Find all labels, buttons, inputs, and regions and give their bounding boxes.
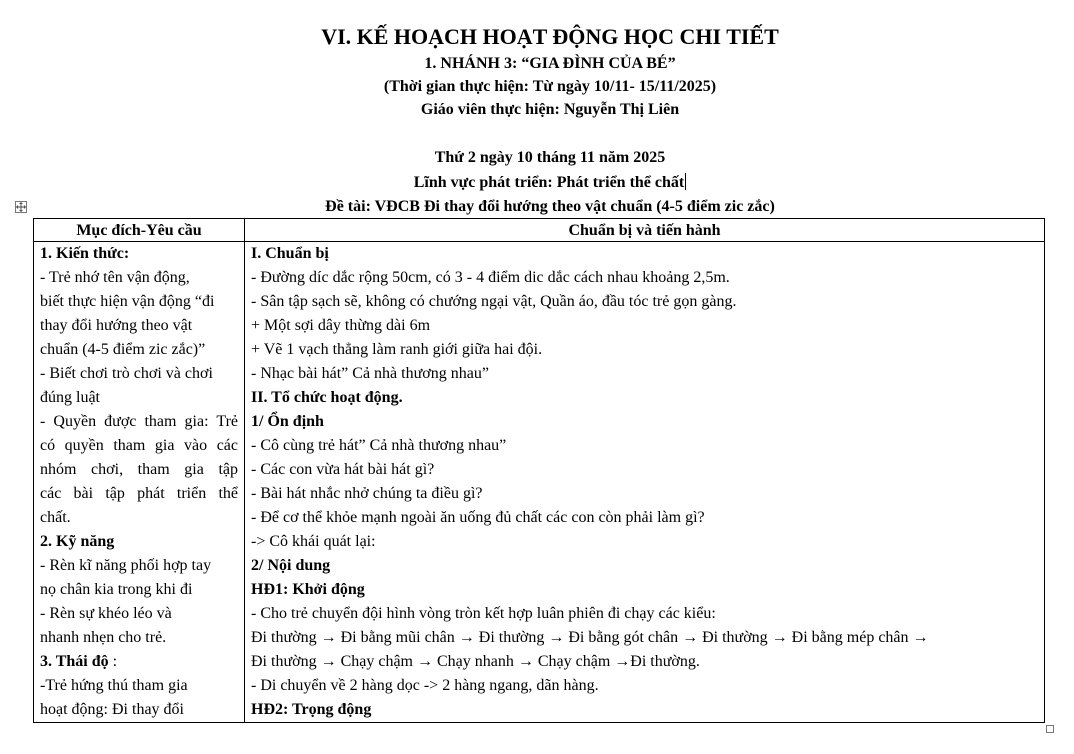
goals-line: các bài tập phát triển thể [40,485,238,502]
stabilize-heading: 1/ Ổn định [251,413,324,430]
goals-line: - Rèn kĩ năng phối hợp tay [40,557,212,574]
text-cursor [685,173,686,190]
attitude-heading-text: 3. Thái độ [40,653,109,670]
branch-name: : “GIA ĐÌNH CỦA BÉ” [511,55,676,72]
teacher-line: Giáo viên thực hiện: Nguyễn Thị Liên [420,101,680,118]
goals-cell[interactable] [34,242,245,723]
warmup-heading: HĐ1: Khởi động [251,581,365,598]
preparation-cell[interactable] [245,242,1045,723]
goals-skills-heading: 2. Kỹ năng [40,533,115,550]
col-header-preparation: Chuẩn bị và tiến hành [245,219,1045,242]
goals-line: hoạt động: Đi thay đổi [40,701,184,718]
document-title: VI. KẾ HOẠCH HOẠT ĐỘNG HỌC CHI TIẾT [321,24,779,49]
table-row [34,242,1045,723]
goals-line: chất. [40,509,71,526]
table-move-handle-icon[interactable] [15,201,27,213]
goals-attitude-heading [40,650,238,674]
goals-line: - Biết chơi trò chơi và chơi [40,365,213,382]
goals-line: - Trẻ nhớ tên vận động, [40,269,190,286]
field-text: Lĩnh vực phát triển: Phát triển thể chất [413,174,685,191]
goals-line: biết thực hiện vận động “đi [40,293,215,310]
goals-line: nọ chân kia trong khi đi [40,581,193,598]
prep-line: - Để cơ thể khỏe mạnh ngoài ăn uống đủ chất các con còn phải làm gì? [251,509,705,526]
branch-line [0,55,1074,73]
prep-line: - Sân tập sạch sẽ, không có chướng ngại vật, Quần áo, đầu tóc trẻ gọn gàng. [251,293,737,310]
prep-line: Đi thường → Chạy chậm → Chạy nhanh → Chạy chậm →Đi thường. [251,653,700,670]
goals-line: -Trẻ hứng thú tham gia [40,677,188,694]
prep-heading: I. Chuẩn bị [251,245,329,262]
col-header-goals: Mục đích-Yêu cầu [34,219,245,242]
prep-line: - Cô cùng trẻ hát” Cả nhà thương nhau” [251,437,507,454]
field-line [0,173,1074,192]
prep-line: - Bài hát nhắc nhở chúng ta điều gì? [251,485,483,502]
prep-line: - Di chuyển về 2 hàng dọc -> 2 hàng ngang, dãn hàng. [251,677,599,694]
prep-line: - Nhạc bài hát” Cả nhà thương nhau” [251,365,489,382]
branch-prefix: 1. NHÁNH 3 [424,55,512,72]
prep-line: - Đường díc dắc rộng 50cm, có 3 - 4 điểm dic dắc cách nhau khoảng 2,5m. [251,269,730,286]
prep-line: - Cho trẻ chuyển đội hình vòng tròn kết hợp luân phiên đi chạy các kiểu: [251,605,716,622]
organize-heading: II. Tổ chức hoạt động. [251,389,403,406]
table-resize-handle-icon[interactable] [1046,725,1054,733]
content-heading: 2/ Nội dung [251,557,331,574]
time-line: (Thời gian thực hiện: Từ ngày 10/11- 15/11/2025) [383,78,717,95]
prep-line: Đi thường → Đi bằng mũi chân → Đi thường → Đi bằng gót chân → Đi thường → Đi bằng mép chân → [251,629,929,646]
prep-line: - Các con vừa hát bài hát gì? [251,461,435,478]
goals-line: thay đổi hướng theo vật [40,317,193,334]
main-activity-heading: HĐ2: Trọng động [251,701,372,718]
goals-line: chuẩn (4-5 điểm zic zắc)” [40,341,206,358]
attitude-heading-colon: : [108,653,118,670]
topic-line: Đề tài: VĐCB Đi thay đổi hướng theo vật chuẩn (4-5 điểm zic zắc) [325,198,775,215]
goals-line: nhanh nhẹn cho trẻ. [40,629,167,646]
prep-line: + Vẽ 1 vạch thẳng làm ranh giới giữa hai đội. [251,341,543,358]
table-header-row [34,219,1045,242]
goals-line: - Rèn sự khéo léo và [40,605,172,622]
goals-line: - Quyền được tham gia: Trẻ [40,413,238,430]
goals-line: đúng luật [40,389,100,406]
lesson-plan-table [33,218,1045,723]
goals-line: nhóm chơi, tham gia tập [40,461,238,478]
prep-line: -> Cô khái quát lại: [251,533,376,550]
date-line: Thứ 2 ngày 10 tháng 11 năm 2025 [434,149,666,166]
goals-knowledge-heading: 1. Kiến thức: [40,245,130,262]
goals-line: có quyền tham gia vào các [40,437,238,454]
prep-line: + Một sợi dây thừng dài 6m [251,317,431,334]
